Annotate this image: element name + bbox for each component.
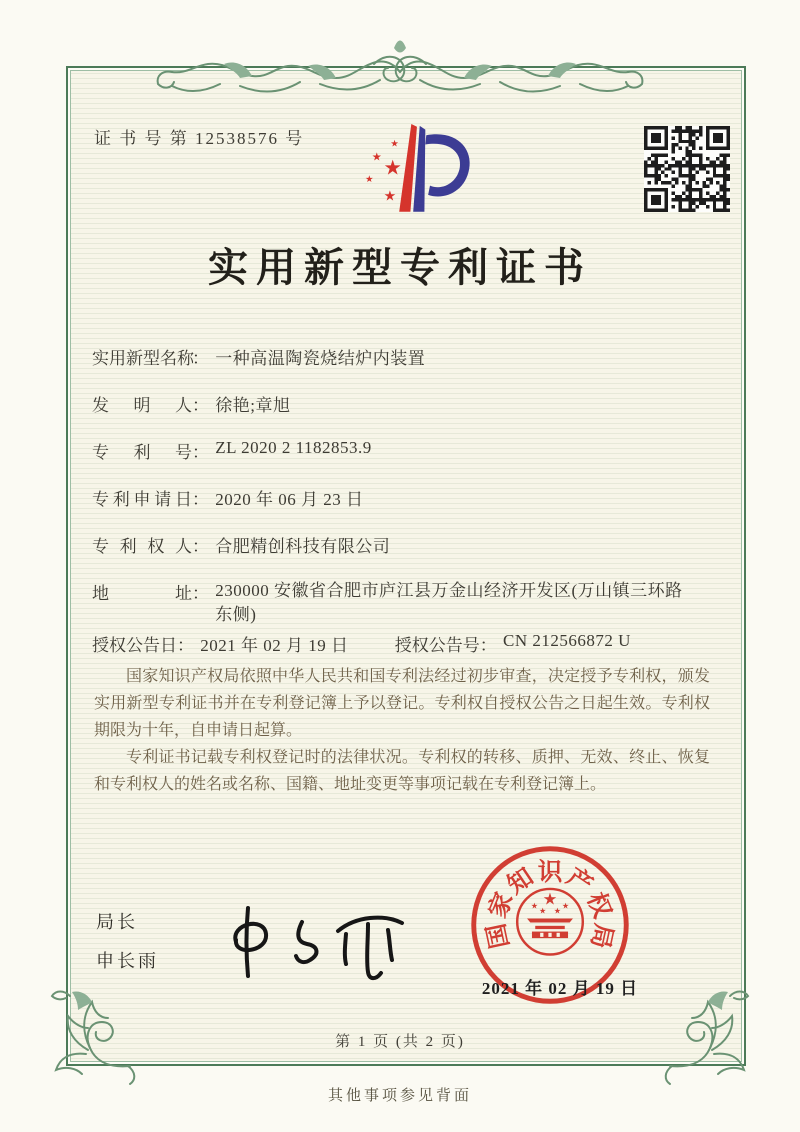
- seal-date: 2021 年 02 月 19 日: [481, 979, 639, 998]
- back-note: 其他事项参见背面: [327, 1088, 472, 1104]
- colon: ：: [192, 490, 209, 509]
- certificate-title: 实用新型专利证书: [208, 245, 592, 290]
- field-label: 发明人: [92, 396, 192, 415]
- field-value: ZL 2020 2 1182853.9: [215, 438, 372, 457]
- field-value: 一种高温陶瓷烧结炉内装置: [215, 349, 426, 368]
- field-row-grant: [92, 631, 712, 656]
- signoff-block: [96, 908, 159, 986]
- field-label: 地址: [92, 584, 192, 603]
- field-label: 实用新型名称: [92, 349, 194, 368]
- svg-text:识: 识: [537, 859, 563, 887]
- field-row-address: [92, 579, 712, 627]
- colon: ：: [192, 396, 209, 415]
- field-row-inventor: [92, 391, 712, 416]
- field-label: 专利权人: [92, 537, 192, 556]
- svg-text:知: 知: [502, 863, 539, 900]
- svg-text:产: 产: [561, 863, 598, 900]
- star-icon: ★: [390, 138, 399, 150]
- star-icon: ★: [553, 905, 562, 916]
- certificate-number: 证 书 号 第 12538576 号: [94, 129, 305, 148]
- field-value: CN 212566872 U: [503, 631, 631, 650]
- field-row-filing-date: [92, 485, 712, 510]
- field-label: 专利号: [92, 443, 192, 462]
- colon: ：: [192, 584, 209, 603]
- star-icon: ★: [538, 905, 547, 916]
- page-indicator: 第 1 页 (共 2 页): [335, 1034, 465, 1050]
- field-value: 2021 年 02 月 19 日: [200, 636, 349, 655]
- svg-text:家: 家: [484, 888, 519, 922]
- body-paragraph: 专利证书记载专利权登记时的法律状况。专利权的转移、质押、无效、终止、恢复和专利权人的姓名或名称、国籍、地址变更等事项记载在专利登记簿上。: [94, 749, 710, 793]
- star-icon: ★: [383, 155, 402, 180]
- field-value: 徐艳;章旭: [215, 396, 291, 415]
- director-signature-icon: [218, 896, 418, 988]
- star-icon: ★: [371, 150, 382, 164]
- cnipa-logo-icon: [346, 114, 486, 218]
- star-icon: ★: [530, 900, 539, 911]
- field-label: 授权公告号: [394, 636, 480, 655]
- body-paragraph: 国家知识产权局依照中华人民共和国专利法经过初步审查，决定授予专利权，颁发实用新型专利证书并在专利登记簿上予以登记。专利权自授权公告之日起生效。专利权期限为十年，自申请日起算。: [94, 668, 710, 739]
- qr-code: [644, 126, 730, 212]
- svg-text:国: 国: [482, 921, 515, 951]
- colon: ：: [192, 537, 209, 556]
- field-value: 230000 安徽省合肥市庐江县万金山经济开发区(万山镇三环路东侧): [215, 581, 683, 625]
- colon: ：: [479, 636, 497, 655]
- field-value: 2020 年 06 月 23 日: [215, 490, 364, 509]
- field-row-name: [92, 344, 712, 369]
- colon: ：: [192, 349, 209, 368]
- star-icon: ★: [383, 188, 397, 205]
- logo-p-bowl: [425, 134, 469, 196]
- seal-emblem-gate: [527, 918, 573, 938]
- director-title: 局长: [96, 912, 138, 932]
- star-icon: ★: [542, 889, 558, 909]
- field-row-patentee: [92, 532, 712, 557]
- grant-number-group: [394, 631, 631, 655]
- legal-text: [94, 663, 710, 798]
- colon: ：: [192, 443, 209, 462]
- colon: ：: [177, 636, 194, 655]
- field-value: 合肥精创科技有限公司: [215, 537, 391, 556]
- star-icon: ★: [561, 900, 570, 911]
- director-name: 申长雨: [96, 951, 159, 971]
- field-label: 授权公告日: [92, 636, 177, 655]
- svg-text:权: 权: [581, 888, 616, 922]
- star-icon: ★: [365, 173, 374, 185]
- svg-text:局: 局: [585, 921, 618, 951]
- field-row-patent-number: [92, 438, 712, 463]
- field-label: 专利申请日: [92, 490, 192, 509]
